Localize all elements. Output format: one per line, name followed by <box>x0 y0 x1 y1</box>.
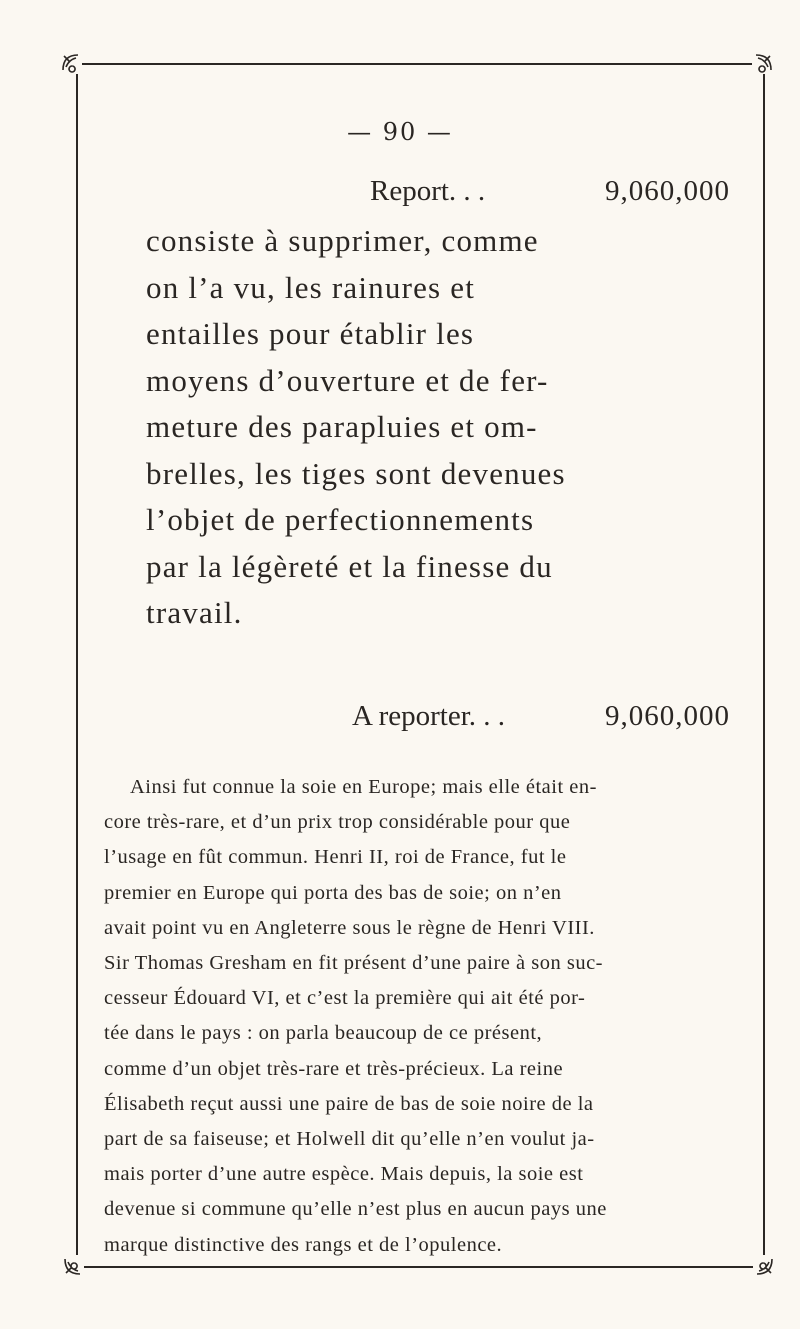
text-line: l’objet de perfectionnements <box>146 502 535 537</box>
text-line: cesseur Édouard VI, et c’est la première qui ait été por- <box>104 987 586 1010</box>
text-line: marque distinctive des rangs et de l’opulence. <box>104 1233 503 1256</box>
text-line: Ainsi fut connue la soie en Europe; mais elle était en- <box>130 776 597 798</box>
text-line: meture des parapluies et om- <box>146 409 538 444</box>
large-paragraph <box>146 218 746 637</box>
text-line: part de sa faiseuse; et Holwell dit qu’elle n’en voulut ja- <box>104 1128 595 1151</box>
frame-left-rule <box>76 70 78 1256</box>
text-line: par la légèreté et la finesse du <box>146 548 553 584</box>
frame-right-rule <box>763 72 765 1256</box>
ledger-reporter-label: A reporter. . . <box>352 700 506 732</box>
text-line: Sir Thomas Gresham en fit présent d’une paire à son suc- <box>104 952 603 975</box>
text-line: Élisabeth reçut aussi une paire de bas de soie noire de la <box>104 1092 594 1115</box>
text-line: mais porter d’une autre espèce. Mais depuis, la soie est <box>104 1163 584 1186</box>
ledger-reporter-amount: 9,060,000 <box>605 700 730 732</box>
page-number: — 90 — <box>347 118 453 146</box>
text-line: consiste à supprimer, comme <box>146 223 539 258</box>
text-line: devenue si commune qu’elle n’est plus en aucun pays une <box>104 1198 607 1221</box>
corner-ornament-icon <box>753 1255 775 1277</box>
corner-ornament-icon <box>62 1255 84 1277</box>
text-line: moyens d’ouverture et de fer- <box>146 362 549 398</box>
corner-ornament-icon <box>60 52 82 74</box>
text-line: l’usage en fût commun. Henri II, roi de France, fut le <box>104 846 567 869</box>
text-line: avait point vu en Angleterre sous le règne de Henri VIII. <box>104 916 595 939</box>
text-line: travail. <box>146 595 243 630</box>
text-line: on l’a vu, les rainures et <box>146 269 476 305</box>
ledger-report-label: Report. . . <box>370 175 486 207</box>
text-line: entailles pour établir les <box>146 316 475 351</box>
text-line: tée dans le pays : on parla beaucoup de ce présent, <box>104 1022 543 1045</box>
ledger-reporter-line <box>352 700 730 740</box>
text-line: brelles, les tiges sont devenues <box>146 455 566 491</box>
ledger-report-amount: 9,060,000 <box>605 175 730 207</box>
text-line: core très-rare, et d’un prix trop considérable pour que <box>104 811 571 834</box>
text-line: premier en Europe qui porta des bas de soie; on n’en <box>104 881 562 904</box>
corner-ornament-icon <box>752 52 774 74</box>
frame-bottom-rule <box>80 1266 754 1268</box>
frame-top-rule <box>80 63 756 65</box>
ledger-report-line <box>370 175 730 215</box>
text-line: comme d’un objet très-rare et très-précieux. La reine <box>104 1057 564 1080</box>
small-paragraph <box>104 770 744 1263</box>
